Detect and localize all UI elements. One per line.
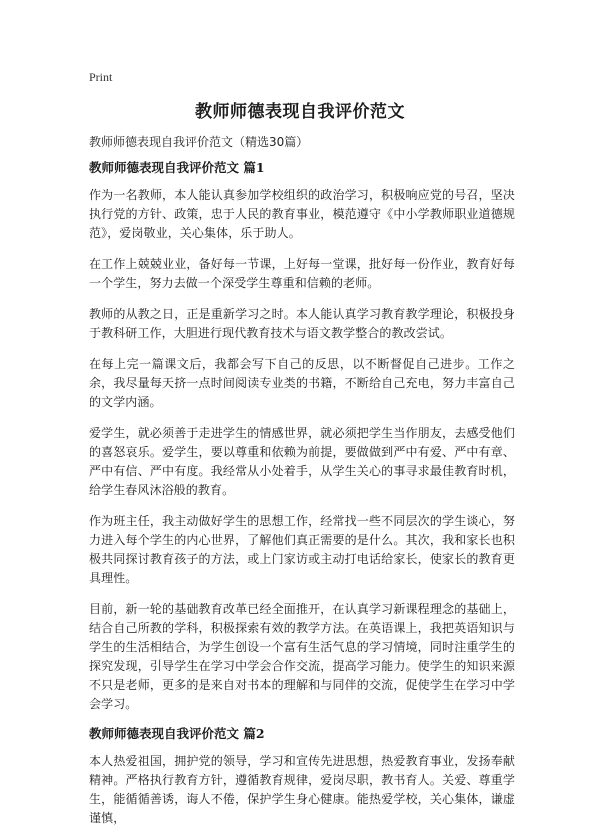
paragraph: 在每上完一篇课文后，我都会写下自己的反思，以不断督促自己进步。工作之余，我尽量每天挤一点时间阅读专业类的书籍，不断给自己充电，努力丰富自己的文学内涵。 [89,357,515,409]
paragraph: 目前，新一轮的基础教育改革已经全面推开，在认真学习新课程理念的基础上，结合自己所教的学科，积极探索有效的教学方法。在英语课上，我把英语知识与学生的生活相结合，为学生创设一个富有生活气息的学习情境，同时注重学生的探究发现，引导学生在学习中学会合作交流，提高学习能力。使学生的知识来源不只是老师，更多的是来自对书本的理解和与同伴的交流，促使学生在学习中学会学习。 [89,602,515,711]
paragraph: 作为班主任，我主动做好学生的思想工作，经常找一些不同层次的学生谈心，努力进入每个学生的内心世界，了解他们真正需要的是什么。其次，我和家长也积极共同探讨教育孩子的方法，或上门家访或主动打电话给家长，使家长的教育更具理性。 [89,514,515,585]
paragraph: 爱学生，就必须善于走进学生的情感世界，就必须把学生当作朋友，去感受他们的喜怒哀乐。爱学生，要以尊重和依赖为前提，要做做到严中有爱、严中有章、严中有信、严中有度。我经常从小处着手，从学生关心的事寻求最佳教育时机，给学生春风沐浴般的教育。 [89,426,515,497]
document-body [89,160,515,840]
paragraph: 在工作上兢兢业业，备好每一节课，上好每一堂课，批好每一份作业，教育好每一个学生，努力去做一个深受学生尊重和信赖的老师。 [89,257,515,290]
section-heading-1: 教师师德表现自我评价范文 篇1 [89,160,265,175]
paragraph: 作为一名教师，本人能认真参加学校组织的政治学习，积极响应党的号召，坚决执行党的方针、政策，忠于人民的教育事业，模范遵守《中小学教师职业道德规范》，爱岗敬业，关心集体，乐于助人。 [89,188,515,240]
paragraph: 本人热爱祖国，拥护党的领导，学习和宣传先进思想，热爱教育事业，发扬奉献精神。严格执行教育方针，遵循教育规律，爱岗尽职，教书育人。关爱、尊重学生，能循循善诱，诲人不倦，保护学生身心健康。能热爱学校，关心集体，谦虚谨慎， [89,754,515,825]
document-subtitle: 教师师德表现自我评价范文（精选30篇） [89,135,309,149]
document-title: 教师师德表现自我评价范文 [195,102,405,122]
paragraph: 教师的从教之日，正是重新学习之时。本人能认真学习教育教学理论，积极投身于教科研工作，大胆进行现代教育技术与语文教学整合的教改尝试。 [89,307,515,340]
section-heading-2: 教师师德表现自我评价范文 篇2 [89,726,265,741]
print-label: Print [89,70,113,84]
